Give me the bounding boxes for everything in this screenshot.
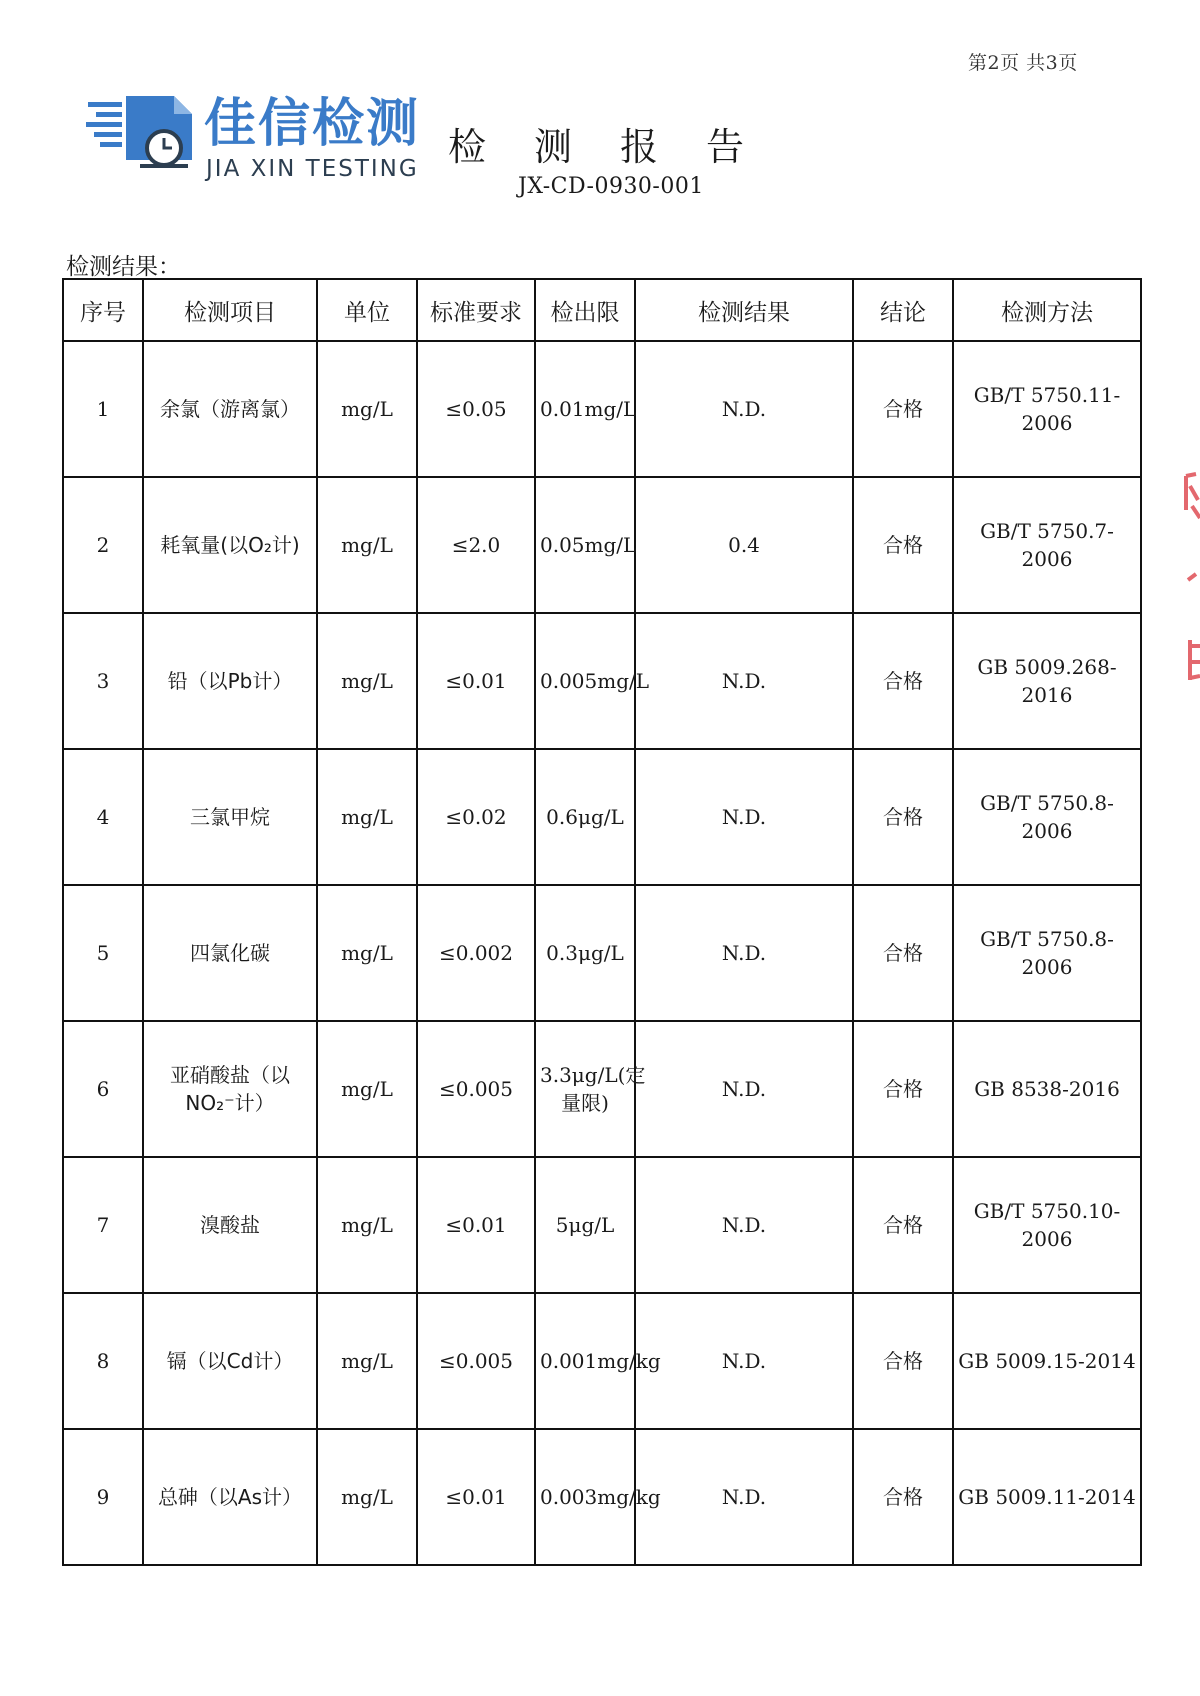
cell-method: GB 5009.15-2014 bbox=[953, 1293, 1141, 1429]
cell-conclusion: 合格 bbox=[853, 1021, 953, 1157]
logo-mark-icon bbox=[86, 94, 201, 174]
cell-result: N.D. bbox=[635, 1429, 853, 1565]
cell-standard: ≤0.01 bbox=[417, 1429, 535, 1565]
cell-conclusion: 合格 bbox=[853, 613, 953, 749]
report-title: 检测报告 bbox=[448, 125, 793, 169]
cell-result: N.D. bbox=[635, 749, 853, 885]
table-row bbox=[63, 477, 1141, 613]
table-row bbox=[63, 341, 1141, 477]
cell-detection-limit: 0.01mg/L bbox=[535, 341, 635, 477]
cell-seq: 9 bbox=[63, 1429, 143, 1565]
cell-seq: 3 bbox=[63, 613, 143, 749]
cell-result: 0.4 bbox=[635, 477, 853, 613]
table-row bbox=[63, 1021, 1141, 1157]
header-standard: 标准要求 bbox=[417, 279, 535, 341]
table-row bbox=[63, 1157, 1141, 1293]
cell-seq: 2 bbox=[63, 477, 143, 613]
cell-unit: mg/L bbox=[317, 613, 417, 749]
cell-method: GB/T 5750.11-2006 bbox=[953, 341, 1141, 477]
table-row bbox=[63, 885, 1141, 1021]
cell-unit: mg/L bbox=[317, 1293, 417, 1429]
header-unit: 单位 bbox=[317, 279, 417, 341]
cell-seq: 7 bbox=[63, 1157, 143, 1293]
cell-detection-limit: 0.005mg/L bbox=[535, 613, 635, 749]
cell-method: GB 8538-2016 bbox=[953, 1021, 1141, 1157]
table-row bbox=[63, 749, 1141, 885]
logo-english-name: JIA XIN TESTING bbox=[206, 156, 419, 182]
cell-unit: mg/L bbox=[317, 477, 417, 613]
table-row bbox=[63, 1429, 1141, 1565]
cell-detection-limit: 5μg/L bbox=[535, 1157, 635, 1293]
company-logo bbox=[86, 94, 426, 184]
cell-conclusion: 合格 bbox=[853, 1157, 953, 1293]
cell-seq: 1 bbox=[63, 341, 143, 477]
cell-standard: ≤0.02 bbox=[417, 749, 535, 885]
cell-seq: 4 bbox=[63, 749, 143, 885]
cell-conclusion: 合格 bbox=[853, 749, 953, 885]
cell-result: N.D. bbox=[635, 613, 853, 749]
cell-result: N.D. bbox=[635, 885, 853, 1021]
cell-conclusion: 合格 bbox=[853, 341, 953, 477]
cell-detection-limit: 0.05mg/L bbox=[535, 477, 635, 613]
cell-method: GB/T 5750.8-2006 bbox=[953, 885, 1141, 1021]
cell-item: 亚硝酸盐（以NO₂⁻计） bbox=[143, 1021, 317, 1157]
cell-result: N.D. bbox=[635, 341, 853, 477]
report-number: JX-CD-0930-001 bbox=[518, 174, 704, 199]
cell-standard: ≤0.05 bbox=[417, 341, 535, 477]
cell-detection-limit: 0.003mg/kg bbox=[535, 1429, 635, 1565]
cell-item: 三氯甲烷 bbox=[143, 749, 317, 885]
cell-method: GB 5009.11-2014 bbox=[953, 1429, 1141, 1565]
cell-method: GB/T 5750.10-2006 bbox=[953, 1157, 1141, 1293]
cell-seq: 5 bbox=[63, 885, 143, 1021]
header-item: 检测项目 bbox=[143, 279, 317, 341]
cell-item: 四氯化碳 bbox=[143, 885, 317, 1021]
header-result: 检测结果 bbox=[635, 279, 853, 341]
cell-conclusion: 合格 bbox=[853, 885, 953, 1021]
cell-conclusion: 合格 bbox=[853, 1293, 953, 1429]
cell-unit: mg/L bbox=[317, 1429, 417, 1565]
cell-method: GB/T 5750.7-2006 bbox=[953, 477, 1141, 613]
table-header-row bbox=[63, 279, 1141, 341]
cell-item: 铅（以Pb计） bbox=[143, 613, 317, 749]
table-row bbox=[63, 613, 1141, 749]
cell-conclusion: 合格 bbox=[853, 477, 953, 613]
cell-unit: mg/L bbox=[317, 341, 417, 477]
cell-standard: ≤0.01 bbox=[417, 1157, 535, 1293]
cell-conclusion: 合格 bbox=[853, 1429, 953, 1565]
section-label: 检测结果： bbox=[66, 254, 181, 280]
cell-standard: ≤0.005 bbox=[417, 1293, 535, 1429]
cell-item: 总砷（以As计） bbox=[143, 1429, 317, 1565]
cell-standard: ≤0.005 bbox=[417, 1021, 535, 1157]
cell-seq: 8 bbox=[63, 1293, 143, 1429]
cell-unit: mg/L bbox=[317, 1021, 417, 1157]
cell-detection-limit: 0.3μg/L bbox=[535, 885, 635, 1021]
cell-standard: ≤0.01 bbox=[417, 613, 535, 749]
header-conclusion: 结论 bbox=[853, 279, 953, 341]
header-method: 检测方法 bbox=[953, 279, 1141, 341]
red-seal-stamp-icon bbox=[1168, 470, 1200, 710]
cell-item: 耗氧量(以O₂计) bbox=[143, 477, 317, 613]
logo-chinese-name: 佳信检测 bbox=[204, 94, 421, 154]
cell-standard: ≤2.0 bbox=[417, 477, 535, 613]
cell-method: GB/T 5750.8-2006 bbox=[953, 749, 1141, 885]
header-detection-limit: 检出限 bbox=[535, 279, 635, 341]
cell-result: N.D. bbox=[635, 1021, 853, 1157]
cell-seq: 6 bbox=[63, 1021, 143, 1157]
cell-item: 镉（以Cd计） bbox=[143, 1293, 317, 1429]
cell-result: N.D. bbox=[635, 1157, 853, 1293]
cell-detection-limit: 0.001mg/kg bbox=[535, 1293, 635, 1429]
cell-detection-limit: 3.3μg/L(定量限) bbox=[535, 1021, 635, 1157]
cell-detection-limit: 0.6μg/L bbox=[535, 749, 635, 885]
cell-result: N.D. bbox=[635, 1293, 853, 1429]
cell-unit: mg/L bbox=[317, 885, 417, 1021]
cell-method: GB 5009.268-2016 bbox=[953, 613, 1141, 749]
results-table bbox=[62, 278, 1142, 1566]
table-row bbox=[63, 1293, 1141, 1429]
page-number: 第2页 共3页 bbox=[968, 52, 1078, 74]
cell-item: 溴酸盐 bbox=[143, 1157, 317, 1293]
header-seq: 序号 bbox=[63, 279, 143, 341]
cell-item: 余氯（游离氯） bbox=[143, 341, 317, 477]
cell-unit: mg/L bbox=[317, 749, 417, 885]
cell-unit: mg/L bbox=[317, 1157, 417, 1293]
cell-standard: ≤0.002 bbox=[417, 885, 535, 1021]
